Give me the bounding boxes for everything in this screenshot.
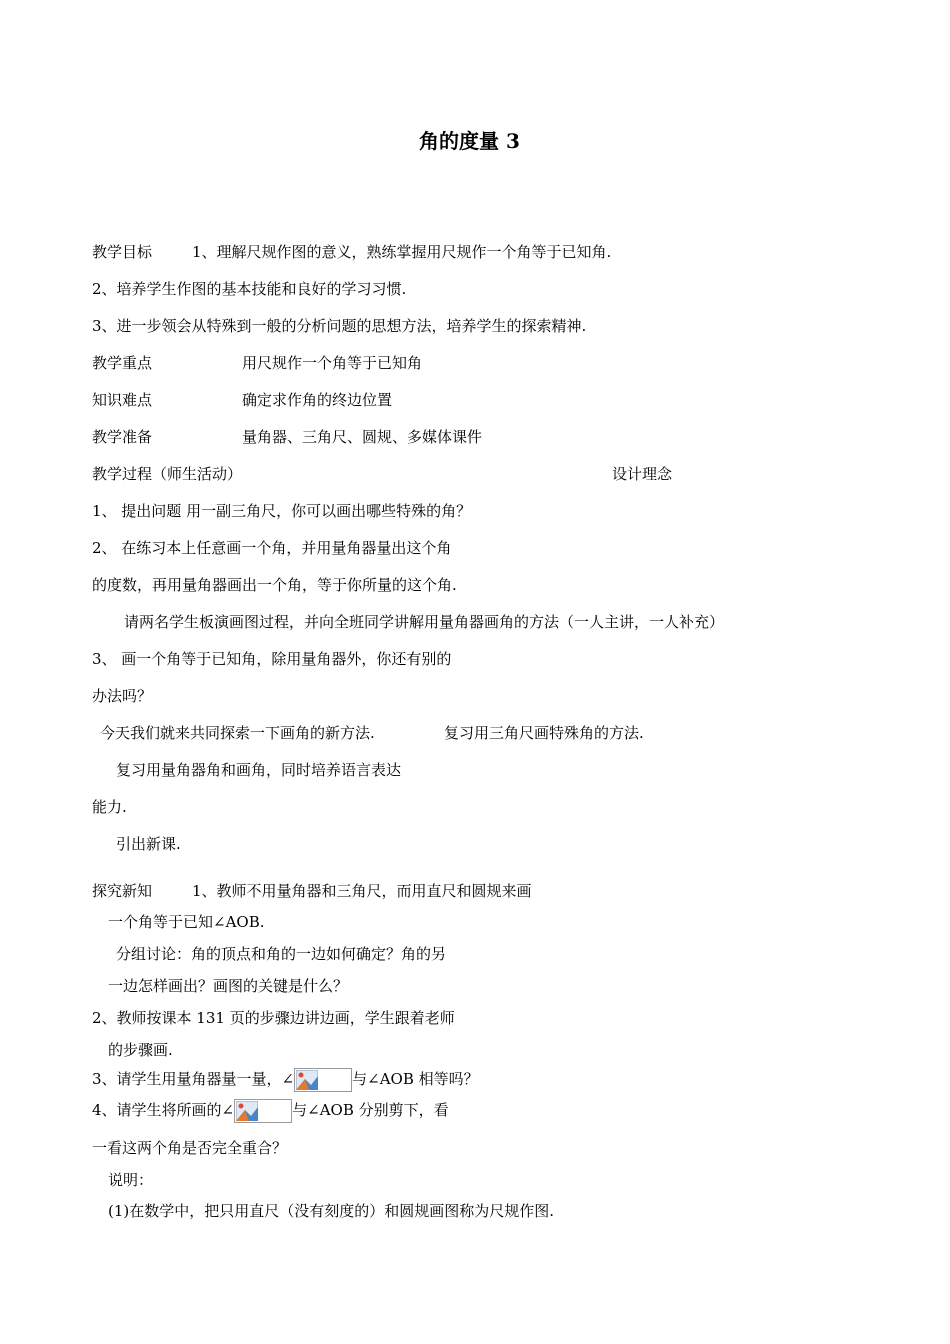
- step-1: 1、 提出问题 用一副三角尺，你可以画出哪些特殊的角？: [92, 502, 472, 520]
- explore-1-line-3: 分组讨论：角的顶点和角的一边如何确定？角的另: [116, 945, 447, 963]
- step-2-line-1: 2、 在练习本上任意画一个角，并用量角器量出这个角: [92, 539, 452, 557]
- explore-4-prefix: 4、请学生将所画的∠: [92, 1101, 235, 1119]
- objective-1: 1、理解尺规作图的意义，熟练掌握用尺规作一个角等于已知角.: [192, 243, 612, 261]
- step-3-note: 复习用三角尺画特殊角的方法.: [444, 724, 644, 742]
- step-2-line-2: 的度数，再用量角器画出一个角，等于你所量的这个角.: [92, 576, 457, 594]
- difficulty-label: 知识难点: [92, 391, 153, 409]
- step-2-line-3: 请两名学生板演画图过程，并向全班同学讲解用量角器画角的方法（一人主讲，一人补充）: [124, 613, 725, 631]
- explain-1: (1)在数学中，把只用直尺（没有刻度的）和圆规画图称为尺规作图.: [108, 1202, 555, 1220]
- design-concept-label: 设计理念: [612, 465, 673, 483]
- step-3-line-1: 3、 画一个角等于已知角，除用量角器外，你还有别的: [92, 650, 452, 668]
- explore-4-suffix: 与∠AOB 分别剪下，看: [292, 1101, 449, 1119]
- step-3-line-2: 办法吗？: [92, 687, 153, 705]
- objectives-label: 教学目标: [92, 243, 153, 261]
- step-3-line-3: 今天我们就来共同探索一下画角的新方法.: [100, 724, 375, 742]
- explore-2-line-1: 2、教师按课本 131 页的步骤边讲边画，学生跟着老师: [92, 1009, 455, 1027]
- explore-4-line-2: 一看这两个角是否完全重合？: [92, 1139, 288, 1157]
- difficulty-value: 确定求作角的终边位置: [242, 391, 393, 409]
- objective-3: 3、进一步领会从特殊到一般的分析问题的思想方法，培养学生的探索精神.: [92, 317, 587, 335]
- angle-image-placeholder: [294, 1068, 352, 1092]
- picture-icon: [296, 1070, 318, 1090]
- angle-image-placeholder: [234, 1099, 292, 1123]
- page-title: 角的度量 3: [419, 129, 520, 153]
- note-3: 引出新课.: [116, 835, 181, 853]
- explore-3-suffix: 与∠AOB 相等吗？: [352, 1070, 479, 1088]
- note-2-line-1: 复习用量角器角和画角，同时培养语言表达: [116, 761, 402, 779]
- picture-icon: [236, 1101, 258, 1121]
- explore-4: [92, 1099, 449, 1123]
- explore-1-line-4: 一边怎样画出？画图的关键是什么？: [108, 977, 349, 995]
- explore-2-line-2: 的步骤画.: [108, 1041, 173, 1059]
- explore-label: 探究新知: [92, 882, 153, 900]
- explore-3-prefix: 3、请学生用量角器量一量，∠: [92, 1070, 295, 1088]
- focus-label: 教学重点: [92, 354, 153, 372]
- explore-3: [92, 1068, 479, 1092]
- note-2-line-2: 能力.: [92, 798, 127, 816]
- process-label: 教学过程（师生活动）: [92, 465, 243, 483]
- explore-1-line-2: 一个角等于已知∠AOB.: [108, 913, 265, 931]
- focus-value: 用尺规作一个角等于已知角: [242, 354, 423, 372]
- explore-1-line-1: 1、教师不用量角器和三角尺，而用直尺和圆规来画: [192, 882, 532, 900]
- preparation-value: 量角器、三角尺、圆规、多媒体课件: [242, 428, 483, 446]
- preparation-label: 教学准备: [92, 428, 153, 446]
- objective-2: 2、培养学生作图的基本技能和良好的学习习惯.: [92, 280, 407, 298]
- explain-label: 说明：: [108, 1171, 154, 1189]
